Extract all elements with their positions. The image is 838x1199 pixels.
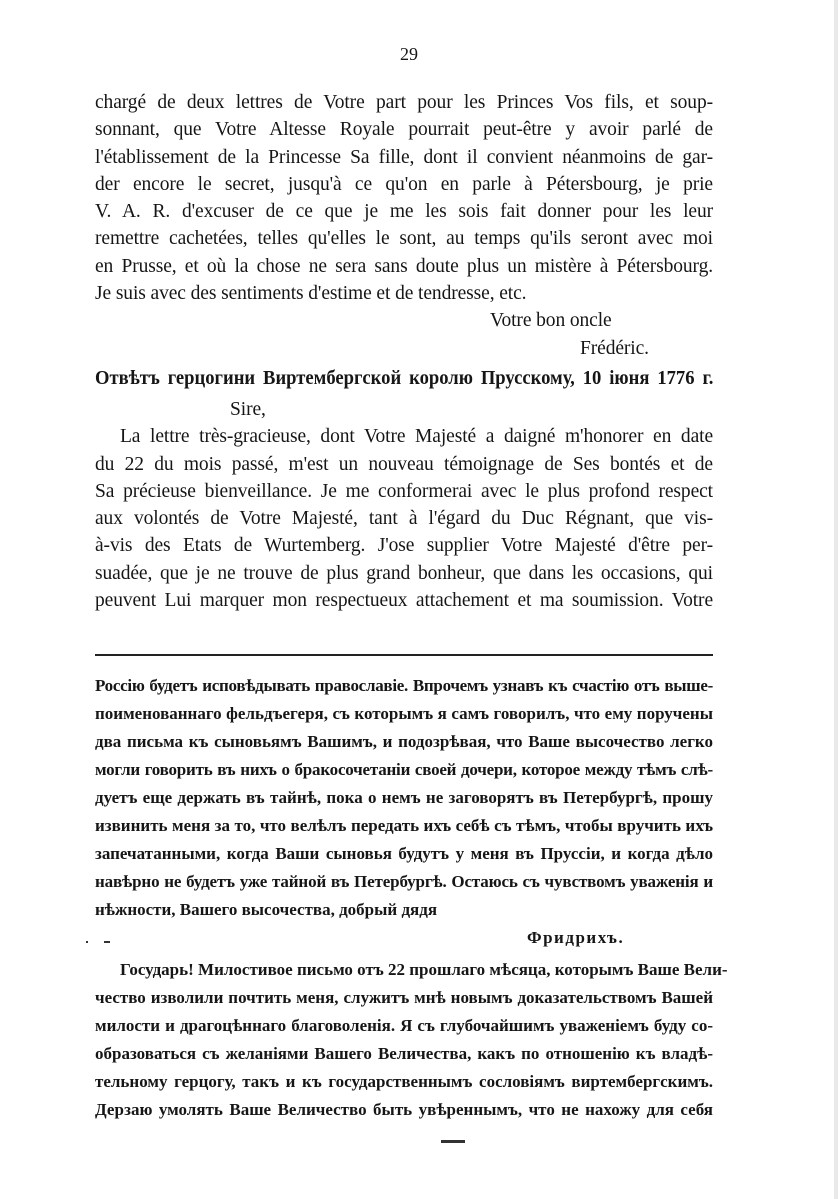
stray-mark — [104, 941, 110, 943]
text-line: тельному герцогу, такъ и къ государственнымъ сословіямъ виртембергскимъ. — [95, 1072, 713, 1091]
text-line: en Prusse, et où la chose ne sera sans doute plus un mistère à Pétersbourg. — [95, 255, 713, 277]
page-number: 29 — [400, 44, 418, 64]
text-line: V. A. R. d'excuser de ce que je me les sois fait donner pour les leur — [95, 201, 713, 223]
text-line: запечатанными, когда Ваши сыновья будутъ у меня въ Пруссіи, и когда дѣло — [95, 844, 713, 863]
text-line: Дерзаю умолять Ваше Величество быть увѣреннымъ, что не нахожу для себя — [95, 1100, 713, 1119]
footnote-translation-2 — [95, 956, 728, 1124]
reply-letter — [95, 396, 713, 614]
text-line: могли говорить въ нихъ о бракосочетаніи своей дочери, которое между тѣмъ слѣ- — [95, 760, 713, 779]
text-line: образоваться съ желаніями Вашего Величества, какъ по отношенію къ владѣ- — [95, 1044, 713, 1063]
page-end-dash — [441, 1140, 465, 1143]
french-letter-continued — [95, 89, 713, 362]
text-line: чество изволили почтить меня, служитъ мнѣ новымъ доказательствомъ Вашей — [95, 988, 713, 1007]
text-line: дуетъ еще держать въ тайнѣ, пока о немъ не заговорятъ въ Петербургѣ, прошу — [95, 788, 713, 807]
text-line: du 22 du mois passé, m'est un nouveau témoignage de Ses bontés et de — [95, 453, 713, 475]
text-line: chargé de deux lettres de Votre part pour les Princes Vos fils, et soup- — [95, 92, 713, 113]
text-line: нѣжности, Вашего высочества, добрый дядя — [95, 900, 438, 919]
stray-mark — [86, 941, 88, 943]
signature: Frédéric. — [580, 337, 649, 359]
text-line: Je suis avec des sentiments d'estime et de tendresse, etc. — [95, 283, 527, 305]
text-line: à-vis des Etats de Wurtemberg. J'ose supplier Votre Majesté d'être per- — [95, 535, 713, 557]
text-line: Государь! Милостивое письмо отъ 22 прошлаго мѣсяца, которымъ Ваше Вели- — [120, 960, 728, 979]
text-line: suadée, que je ne trouve de plus grand bonheur, que dans les occasions, qui — [95, 562, 713, 584]
closing: Votre bon oncle — [490, 310, 612, 332]
text-line: навѣрно не будетъ уже тайной въ Петербургѣ. Остаюсь съ чувствомъ уваженія и — [95, 872, 713, 891]
section-heading: Отвѣтъ герцогини Виртембергской королю Прусскому, 10 іюня 1776 г. — [95, 367, 714, 389]
text-line: aux volontés de Votre Majesté, tant à l'égard du Duc Régnant, que vis- — [95, 508, 713, 530]
text-line: Sa précieuse bienveillance. Je me conformerai avec le plus profond respect — [95, 480, 713, 502]
text-line: der encore le secret, jusqu'à ce qu'on en parle à Pétersbourg, je prie — [95, 173, 713, 195]
text-line: l'établissement de la Princesse Sa fille, dont il convient néanmoins de gar- — [95, 146, 713, 168]
text-line: remettre cachetées, telles qu'elles le sont, au temps qu'ils seront avec moi — [95, 228, 713, 250]
footnote-divider — [95, 654, 713, 656]
text-line: sonnant, que Votre Altesse Royale pourrait peut-être y avoir parlé de — [95, 119, 713, 141]
signature: Фридрихъ. — [527, 928, 625, 947]
text-line: Россію будетъ исповѣдывать православіе. Впрочемъ узнавъ къ счастію отъ выше- — [95, 676, 713, 695]
text-line: La lettre très-gracieuse, dont Votre Majesté a daigné m'honorer en date — [120, 426, 713, 448]
text-line: peuvent Lui marquer mon respectueux attachement et ma soumission. Votre — [95, 590, 713, 612]
text-line: поименованнаго фельдъегеря, съ которымъ я самъ говорилъ, что ему поручены — [95, 704, 713, 723]
scan-edge — [834, 0, 838, 1199]
text-line: извинить меня за то, что велѣлъ передать ихъ себѣ съ тѣмъ, чтобы вручить ихъ — [95, 816, 713, 835]
footnote-translation-1 — [95, 672, 713, 952]
text-line: два письма къ сыновьямъ Вашимъ, и подозрѣвая, что Ваше высочество легко — [95, 732, 713, 751]
salutation: Sire, — [230, 399, 266, 420]
text-line: милости и драгоцѣннаго благоволенія. Я съ глубочайшимъ уваженіемъ буду со- — [95, 1016, 713, 1035]
